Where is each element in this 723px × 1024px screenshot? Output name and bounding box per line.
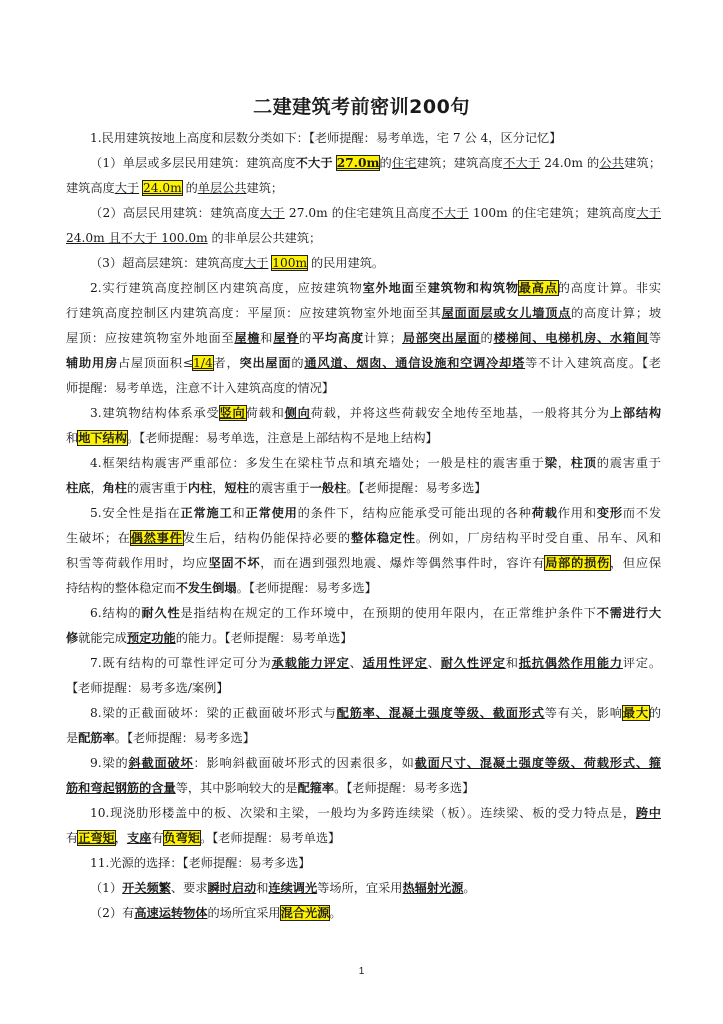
text-segment: 适用性评定	[362, 656, 428, 670]
text-segment: ，	[212, 481, 225, 495]
text-segment: 一般柱	[309, 481, 347, 495]
text-segment: 4.框架结构震害严重部位：多发生在梁柱节点和填充墙处；一般是柱的震害重于	[90, 456, 545, 470]
text-line	[90, 601, 661, 626]
text-segment: 1.民用建筑按地上高度和层数分类如下：【老师提醒：易考单选，宅 7 公 4，区分记忆】	[90, 131, 562, 145]
text-segment: 9.梁的	[90, 756, 129, 770]
text-segment: 至	[414, 281, 428, 295]
text-segment: 建筑；	[624, 156, 662, 170]
highlighted-term: 偶然事件	[130, 531, 183, 545]
text-segment: 有	[151, 831, 164, 845]
text-segment: 的震害重于	[596, 456, 662, 470]
text-segment: 辅助用房	[66, 356, 118, 370]
text-segment: 柱顶	[570, 456, 597, 470]
text-segment: 不大于	[431, 206, 469, 220]
text-segment: 建筑；	[246, 181, 284, 195]
text-segment: 支座	[126, 831, 152, 845]
text-line	[66, 376, 661, 401]
text-segment: 大于	[259, 206, 285, 220]
text-segment: 屋檐	[234, 331, 261, 345]
text-segment: 局部突出屋面	[402, 331, 481, 345]
text-segment: 坚固不坏	[208, 556, 261, 570]
text-segment: ，	[114, 831, 127, 845]
text-segment: （1）单层或多层民用建筑：建筑高度	[90, 156, 296, 170]
text-segment: 修	[66, 631, 79, 645]
text-segment: 大于	[114, 181, 140, 195]
text-segment: 截面尺寸、混凝土强度等级、荷载形式、箍	[414, 756, 662, 770]
text-segment: 不大于	[295, 156, 333, 170]
text-segment: 是	[66, 731, 79, 745]
text-line	[66, 626, 661, 651]
text-segment: 持结构的整体稳定而	[66, 581, 176, 595]
text-segment: 建筑物和构筑物	[427, 281, 519, 295]
text-segment: 者，	[212, 356, 240, 370]
text-segment: 侧向	[284, 406, 311, 420]
text-line	[90, 151, 661, 176]
text-segment: 、要求	[170, 881, 208, 895]
text-segment: 大于	[636, 206, 661, 220]
text-line	[66, 576, 661, 601]
text-segment: 是指结构在规定的工作环境中，在预期的使用年限内，在正常维护条件下	[180, 606, 597, 620]
text-line	[66, 726, 661, 751]
text-segment: 。	[463, 881, 476, 895]
highlighted-term: 1/4	[193, 356, 213, 370]
text-segment: 柱底	[66, 481, 91, 495]
text-line	[66, 301, 661, 326]
text-segment: 的非单层公共建筑；	[207, 231, 322, 245]
text-segment: 。【老师提醒：易考多选】	[334, 781, 475, 795]
text-segment: 和	[256, 881, 269, 895]
text-line	[90, 501, 661, 526]
text-segment: 跨中	[635, 806, 661, 820]
text-line	[66, 476, 661, 501]
text-line	[90, 401, 661, 426]
highlighted-term: 地下结构	[78, 431, 127, 445]
text-segment: 公共	[599, 156, 625, 170]
text-segment: 的能力。【老师提醒：易考单选】	[175, 631, 353, 645]
highlighted-term: 局部的损伤	[545, 556, 610, 570]
text-segment: 11.光源的选择：【老师提醒：易考多选】	[90, 856, 311, 870]
text-segment: 楼梯间、电梯机房、水箱间	[493, 331, 649, 345]
text-segment: ，	[557, 456, 571, 470]
text-segment: 24.0m 且不大于 100.0m	[66, 231, 208, 245]
text-line	[66, 176, 661, 201]
text-segment: 等，其中影响较大的是	[175, 781, 298, 795]
text-segment: 的	[379, 156, 392, 170]
text-line	[90, 276, 661, 301]
text-segment: 屋顶：应按建筑物室外地面至	[66, 331, 235, 345]
text-segment: 和	[232, 506, 246, 520]
text-segment: 100m 的住宅建筑；建筑高度	[468, 206, 637, 220]
highlighted-term: 正弯矩	[78, 831, 115, 845]
text-line	[66, 826, 661, 851]
text-segment: （3）超高层建筑：建筑高度	[90, 256, 245, 270]
text-segment: 。【老师提醒：易考多选】	[114, 731, 255, 745]
text-segment: 生破坏；在	[66, 531, 131, 545]
text-segment: 上部结构	[609, 406, 662, 420]
text-segment: 等不计入建筑高度。【老	[525, 356, 662, 370]
text-segment: 5.安全性是指在	[90, 506, 181, 520]
text-segment: 的	[480, 331, 494, 345]
text-line	[66, 551, 661, 576]
text-segment: 的	[291, 356, 305, 370]
text-line	[90, 651, 661, 676]
highlighted-term: 100m	[272, 256, 308, 270]
text-segment: 住宅	[391, 156, 417, 170]
text-segment: 耐久性评定	[440, 656, 506, 670]
text-segment: 、	[427, 656, 441, 670]
text-line	[66, 776, 661, 801]
text-segment: 和	[66, 431, 79, 445]
text-segment: 。【老师提醒：易考单选】	[200, 831, 341, 845]
text-line	[90, 201, 661, 226]
text-segment: 建筑；建筑高度	[416, 156, 504, 170]
text-segment: 的	[299, 331, 313, 345]
text-segment: 的民用建筑。	[307, 256, 385, 270]
highlighted-term: 最高点	[518, 281, 558, 295]
text-segment: 和	[260, 331, 274, 345]
page-title: 二建建筑考前密训200句	[253, 96, 470, 118]
text-segment: 3.建筑物结构体系承受	[90, 406, 220, 420]
text-segment: 荷载，并将这些荷载安全地传至地基，一般将其分为	[310, 406, 610, 420]
text-segment: 行建筑高度控制区内建筑高度：平屋顶：应按建筑物室外地面至其	[66, 306, 442, 320]
text-line	[66, 426, 661, 451]
text-segment: ，而在遇到强烈地震、爆炸等偶然事件时，容许有	[260, 556, 546, 570]
highlighted-term: 最大	[622, 706, 649, 720]
text-segment: 斜截面破坏	[128, 756, 194, 770]
text-segment: 屋脊	[273, 331, 300, 345]
highlighted-term: 竖向	[219, 406, 246, 420]
text-segment: 短柱	[224, 481, 249, 495]
highlighted-term: 混合光源	[280, 906, 330, 920]
text-segment: 8.梁的正截面破坏：梁的正截面破坏形式与	[90, 706, 337, 720]
text-segment: 单层公共	[197, 181, 247, 195]
text-segment: （1）	[90, 881, 123, 895]
text-segment: ，	[90, 481, 103, 495]
text-segment: 变形	[596, 506, 623, 520]
text-segment: 角柱	[102, 481, 127, 495]
text-segment: 等场所，宜采用	[317, 881, 403, 895]
text-segment: 和	[505, 656, 519, 670]
text-line	[90, 901, 661, 926]
text-segment: 连续调光	[268, 881, 318, 895]
text-segment: 荷载	[531, 506, 558, 520]
text-segment: 的高度计算。非实	[557, 281, 662, 295]
text-segment: 就能完成	[78, 631, 127, 645]
text-segment: 突出屋面	[239, 356, 292, 370]
text-segment: 而不发	[622, 506, 662, 520]
text-segment: 【老师提醒：易考多选/案例】	[66, 681, 229, 695]
text-line	[90, 751, 661, 776]
text-segment: 大于	[244, 256, 269, 270]
text-segment: 筋和弯起钢筋的含量	[66, 781, 176, 795]
text-segment: 占屋顶面积≤	[117, 356, 194, 370]
text-segment: 耐久性	[141, 606, 181, 620]
text-segment: 的震害重于	[126, 481, 188, 495]
text-segment: 瞬时启动	[207, 881, 257, 895]
text-segment: 计算；	[363, 331, 402, 345]
text-line	[66, 226, 661, 251]
text-segment: 平均高度	[312, 331, 364, 345]
text-line	[66, 526, 661, 551]
text-segment: 6.结构的	[90, 606, 142, 620]
text-segment: 作用和	[557, 506, 597, 520]
text-segment: 内柱	[187, 481, 213, 495]
text-segment: 室外地面	[362, 281, 415, 295]
text-line	[90, 126, 661, 151]
text-segment: 承载能力评定	[271, 656, 350, 670]
text-segment: 等有关，影响	[544, 706, 623, 720]
text-segment: 屋面面层或女儿墙顶点	[441, 306, 572, 320]
text-segment: 。【老师提醒：易考单选，注意是上部结构不是地上结构】	[126, 431, 438, 445]
text-segment: ：影响斜截面破坏形式的因素很多，如	[193, 756, 415, 770]
text-segment: 2.实行建筑高度控制区内建筑高度，应按建筑物	[90, 281, 363, 295]
text-segment: 正常使用	[245, 506, 298, 520]
text-line	[66, 326, 661, 351]
text-segment: 抵抗偶然作用能力	[518, 656, 623, 670]
text-segment: 的	[648, 706, 662, 720]
text-segment: 7.既有结构的可靠性评定可分为	[90, 656, 272, 670]
text-line	[90, 876, 661, 901]
text-segment: 荷载和	[245, 406, 285, 420]
text-segment: 24.0m 的	[540, 156, 600, 170]
text-segment: 不需进行大	[596, 606, 662, 620]
highlighted-term: 负弯矩	[163, 831, 201, 845]
text-segment: （2）高层民用建筑：建筑高度	[90, 206, 260, 220]
text-line	[66, 351, 661, 376]
text-segment: 积雪等荷载作用时，均应	[66, 556, 209, 570]
text-line	[90, 701, 661, 726]
highlighted-term: 24.0m	[143, 181, 182, 195]
text-segment: 师提醒：易考单选，注意不计入建筑高度的情况】	[66, 381, 335, 395]
text-segment: ，但应保	[609, 556, 662, 570]
text-segment: 、	[349, 656, 363, 670]
text-segment: 有	[66, 831, 79, 845]
text-segment: 配筋率、混凝土强度等级、截面形式	[336, 706, 545, 720]
text-segment: 建筑高度	[66, 181, 115, 195]
text-segment: 10.现浇肋形楼盖中的板、次梁和主梁，一般均为多跨连续梁（板）。连续梁、板的受力特点是，	[90, 806, 636, 820]
text-segment: 预定功能	[126, 631, 176, 645]
text-segment: 的场所宜采用	[207, 906, 281, 920]
text-segment: 。例如，厂房结构平时受自重、吊车、风和	[415, 531, 662, 545]
text-line	[66, 676, 661, 701]
text-segment: 27.0m 的住宅建筑且高度	[284, 206, 432, 220]
text-line	[90, 851, 661, 876]
text-segment: 。	[329, 906, 342, 920]
text-segment: 整体稳定性	[350, 531, 416, 545]
text-segment: 梁	[544, 456, 558, 470]
text-segment: 的条件下，结构应能承受可能出现的各种	[297, 506, 532, 520]
text-line	[90, 251, 661, 276]
text-segment: 开关频繁	[122, 881, 171, 895]
text-segment: （2）有	[90, 906, 135, 920]
text-segment: 通风道、烟囱、通信设施和空调冷却塔	[304, 356, 526, 370]
highlighted-term: 27.0m	[336, 156, 380, 170]
text-line	[90, 801, 661, 826]
text-segment: 高速运转物体	[134, 906, 208, 920]
text-segment: 不大于	[503, 156, 541, 170]
text-segment: 的高度计算；坡	[571, 306, 662, 320]
text-segment: 评定。	[622, 656, 662, 670]
text-segment: 的震害重于	[248, 481, 310, 495]
text-segment: 不发生倒塌	[175, 581, 237, 595]
text-segment: 。【老师提醒：易考多选】	[236, 581, 377, 595]
text-segment: 配筋率	[78, 731, 115, 745]
text-line	[90, 451, 661, 476]
text-segment: 发生后，结构仍能保持必要的	[182, 531, 351, 545]
text-segment: 热辐射光源	[402, 881, 464, 895]
text-segment: 。【老师提醒：易考多选】	[346, 481, 487, 495]
page-number: 1	[358, 966, 365, 977]
text-segment: 正常施工	[180, 506, 233, 520]
text-segment: 配箍率	[297, 781, 335, 795]
text-segment: 的	[181, 181, 198, 195]
text-segment: 等	[648, 331, 662, 345]
